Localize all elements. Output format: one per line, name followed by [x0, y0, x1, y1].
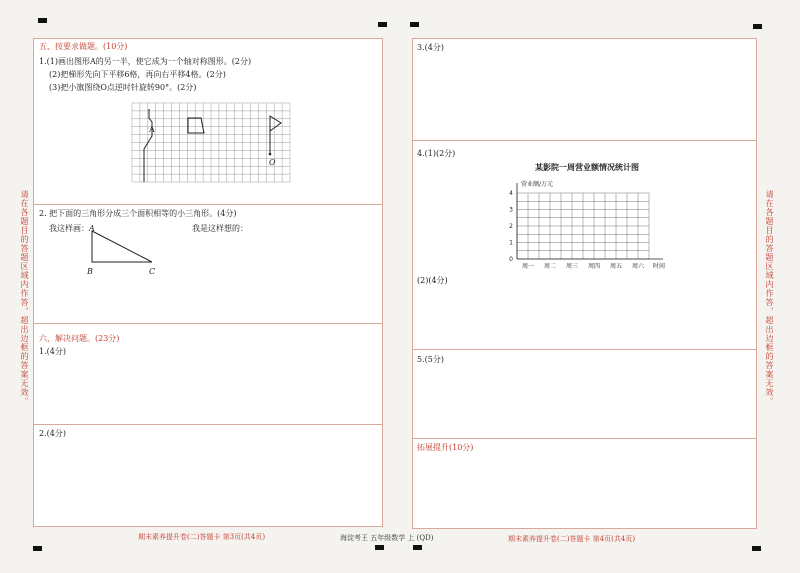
- q1-part2: (2)把梯形先向下平移6格，再向右平移4格。(2分): [49, 70, 226, 79]
- right-answer-panel: [412, 38, 757, 529]
- x-tick-label: 周五: [609, 263, 623, 270]
- divider: [34, 424, 382, 425]
- x-axis-label: 时间: [653, 263, 666, 270]
- bar-chart-grid[interactable]: [503, 177, 678, 272]
- y-tick-label: 0: [509, 256, 513, 263]
- divider: [413, 140, 756, 141]
- triangle-figure[interactable]: [89, 229, 159, 267]
- registration-mark: [753, 24, 762, 29]
- registration-mark: [752, 546, 761, 551]
- tri-label-c: C: [149, 267, 156, 276]
- left-footer: 期末素养提升卷(二)答题卡 第3页(共4页): [138, 533, 266, 541]
- y-tick-label: 1: [509, 239, 513, 247]
- side-notice-right: 请在各题目的答题区域内作答，超出边框的答案无效。: [765, 190, 774, 406]
- y-tick-label: 4: [509, 190, 513, 197]
- q2-right-label: 我是这样想的：: [192, 224, 248, 233]
- s6-q2: 2.(4分): [39, 429, 66, 438]
- q4-part2: (2)(4分): [417, 276, 448, 285]
- registration-mark: [375, 545, 384, 550]
- q5-label: 5.(5分): [417, 355, 444, 364]
- q1-intro: 1.(1)画出图形A的另一半，使它成为一个轴对称图形。(2分): [39, 57, 252, 66]
- y-tick-label: 3: [509, 206, 513, 214]
- chart-title: 某影院一周营业额情况统计图: [535, 163, 639, 172]
- s6-q1: 1.(4分): [39, 347, 66, 356]
- center-footer: 海淀考王 五年级数学 上 (QD): [340, 534, 434, 542]
- divider: [413, 349, 756, 350]
- x-tick-label: 周二: [543, 263, 557, 270]
- divider: [34, 204, 382, 205]
- section5-title: 五、按要求做题。(10分): [39, 42, 128, 51]
- flag-shape: [270, 116, 281, 154]
- registration-mark: [413, 545, 422, 550]
- tri-label-a: A: [89, 224, 95, 233]
- y-axis-label: 营业额/万元: [521, 181, 554, 188]
- q2-left-label: 我这样画：: [49, 224, 89, 233]
- q1-part3: (3)把小旗图绕O点逆时针旋转90°。(2分): [49, 83, 197, 92]
- x-tick-label: 周三: [565, 263, 579, 270]
- y-tick-label: 2: [509, 223, 513, 230]
- rotation-point: [269, 153, 272, 156]
- right-footer: 期末素养提升卷(二)答题卡 第4页(共4页): [508, 535, 636, 543]
- section6-title: 六、解决问题。(23分): [39, 334, 120, 343]
- label-o: O: [269, 158, 276, 167]
- label-a: A: [149, 125, 155, 134]
- x-tick-label: 周一: [521, 263, 535, 270]
- x-tick-label: 周四: [587, 263, 601, 270]
- drawing-grid[interactable]: [131, 102, 294, 185]
- x-tick-label: 周六: [631, 263, 645, 270]
- trapezoid-shape: [188, 118, 204, 133]
- bonus-title: 拓展提升(10分): [417, 443, 474, 452]
- divider: [413, 438, 756, 439]
- registration-mark: [378, 22, 387, 27]
- tri-label-b: B: [87, 267, 93, 276]
- q4-label: 4.(1)(2分): [417, 149, 456, 158]
- left-answer-panel: [33, 38, 383, 527]
- registration-mark: [38, 18, 47, 23]
- registration-mark: [410, 22, 419, 27]
- divider: [34, 323, 382, 324]
- side-notice-left: 请在各题目的答题区域内作答，超出边框的答案无效。: [20, 190, 29, 406]
- q3-label: 3.(4分): [417, 43, 444, 52]
- registration-mark: [33, 546, 42, 551]
- q2-text: 2. 把下面的三角形分成三个面积相等的小三角形。(4分): [39, 209, 237, 218]
